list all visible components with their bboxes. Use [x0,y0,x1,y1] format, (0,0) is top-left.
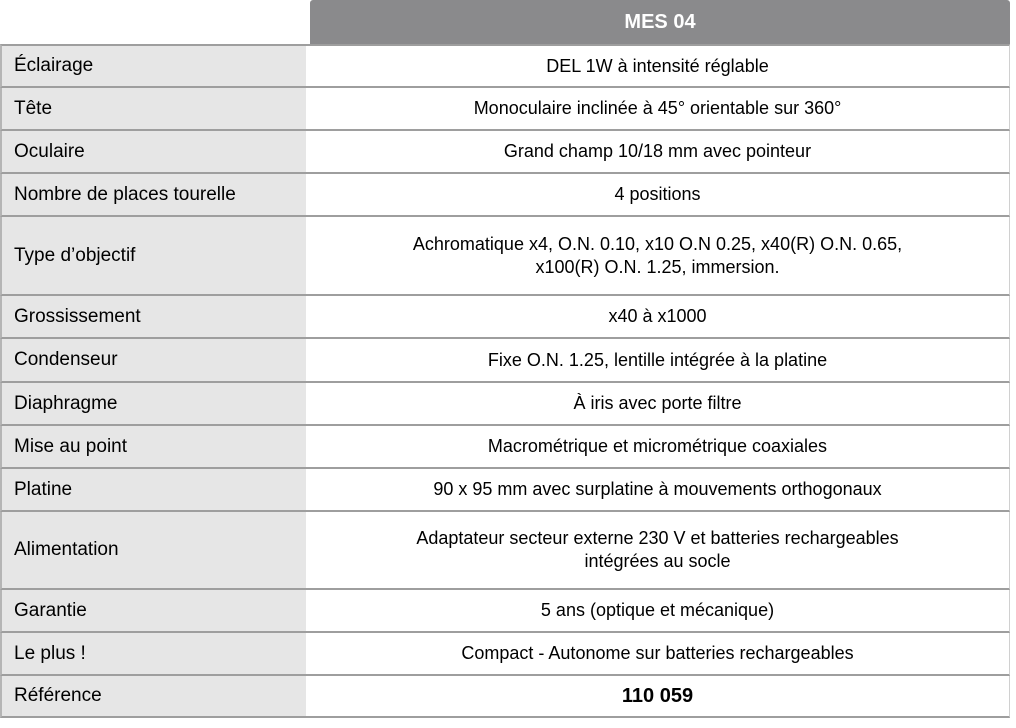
table-row [0,131,1016,174]
row-value-text: Macrométrique et micrométrique coaxiales [487,436,828,456]
row-value-text: 90 x 95 mm avec surplatine à mouvements orthogonaux [433,479,882,499]
row-label: Grossissement [0,296,306,339]
row-value [306,469,1010,512]
row-value [306,512,1010,590]
row-label: Le plus ! [0,633,306,676]
table-row [0,633,1016,676]
product-header: MES 04 [310,0,1010,44]
row-value [306,296,1010,339]
row-value-text: Fixe O.N. 1.25, lentille intégrée à la platine [487,349,828,370]
row-value [306,633,1010,676]
row-value [306,217,1010,296]
row-value-text: Achromatique x4, O.N. 0.10, x10 O.N 0.25, x40(R) O.N. 0.65, x100(R) O.N. 1.25, immersion. [412,233,903,277]
row-value-text: 4 positions [614,184,701,204]
row-label: Référence [0,676,306,718]
row-label: Garantie [0,590,306,633]
row-value-text: Monoculaire inclinée à 45° orientable sur 360° [473,98,842,118]
row-value [306,676,1010,718]
row-value [306,174,1010,217]
row-value [306,339,1010,383]
table-header-row [0,0,1016,44]
table-row [0,383,1016,426]
table-row [0,676,1016,718]
row-label: Tête [0,88,306,131]
row-value [306,426,1010,469]
row-value [306,590,1010,633]
row-label: Oculaire [0,131,306,174]
row-label: Condenseur [0,339,306,383]
row-label: Alimentation [0,512,306,590]
table-row [0,44,1016,88]
row-value [306,383,1010,426]
row-label: Platine [0,469,306,512]
table-row [0,512,1016,590]
reference-value: 110 059 [621,684,694,707]
table-row [0,339,1016,383]
table-row [0,174,1016,217]
table-row [0,296,1016,339]
row-label: Nombre de places tourelle [0,174,306,217]
row-label: Éclairage [0,44,306,88]
row-value-text: 5 ans (optique et mécanique) [540,600,775,620]
table-row [0,469,1016,512]
table-row [0,590,1016,633]
row-label: Type d’objectif [0,217,306,296]
row-value-text: x40 à x1000 [608,306,707,326]
row-label: Mise au point [0,426,306,469]
row-value-text: DEL 1W à intensité réglable [546,55,769,76]
row-value [306,44,1010,88]
row-value-text: Compact - Autonome sur batteries rechargeables [461,643,854,663]
table-row [0,88,1016,131]
row-label: Diaphragme [0,383,306,426]
row-value [306,131,1010,174]
row-value [306,88,1010,131]
header-spacer [0,0,310,44]
table-row [0,426,1016,469]
row-value-text: Adaptateur secteur externe 230 V et batteries rechargeables intégrées au socle [416,528,899,571]
table-row [0,217,1016,296]
row-value-text: À iris avec porte filtre [573,393,742,413]
row-value-text: Grand champ 10/18 mm avec pointeur [503,141,812,161]
